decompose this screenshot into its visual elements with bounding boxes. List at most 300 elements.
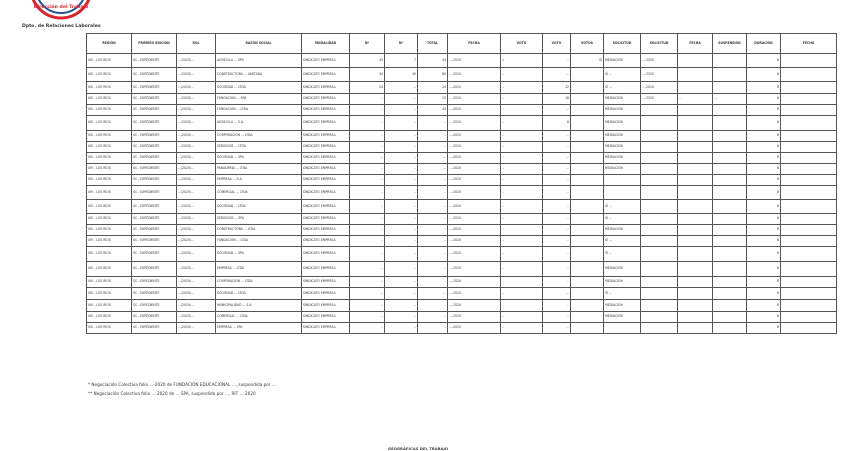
table-cell: ..	[501, 300, 543, 312]
table-cell: 8	[747, 54, 781, 68]
table-cell: .../2020/...	[177, 54, 216, 68]
table-cell: 8	[747, 277, 781, 288]
table-cell: MEDIACIÓN	[604, 105, 641, 116]
table-cell: ..	[418, 277, 448, 288]
table-cell	[571, 323, 604, 334]
table-cell: ..	[385, 225, 418, 236]
table-cell	[678, 200, 713, 214]
table-row	[87, 54, 837, 68]
table-cell: ..	[385, 131, 418, 142]
column-header: FECHA	[678, 34, 713, 54]
table-cell: ..	[543, 236, 571, 247]
table-cell: SINDICATO EMPRESA	[302, 142, 350, 153]
table-cell: SINDICATO EMPRESA	[302, 68, 350, 82]
table-cell	[678, 105, 713, 116]
table-cell: SC - EXPEDIENTE	[132, 116, 177, 131]
table-cell: SINDICATO EMPRESA	[302, 323, 350, 334]
table-cell: CORPORACIÓN ... LTDA	[216, 277, 302, 288]
table-cell	[713, 323, 747, 334]
table-cell	[678, 323, 713, 334]
table-cell: ..	[350, 323, 385, 334]
table-cell	[713, 68, 747, 82]
table-cell: ..	[418, 214, 448, 225]
column-header: VOTO	[501, 34, 543, 54]
table-cell	[641, 116, 678, 131]
table-cell: 12	[543, 82, 571, 94]
table-cell: ..	[418, 262, 448, 277]
table-cell	[781, 288, 837, 300]
table-cell	[781, 312, 837, 323]
table-cell: ..	[385, 247, 418, 262]
table-cell: ...-2020	[448, 312, 501, 323]
table-cell: ..	[418, 200, 448, 214]
table-cell	[678, 54, 713, 68]
table-cell: ...	[418, 153, 448, 164]
table-cell: COMERCIAL ... LTDA	[216, 312, 302, 323]
table-cell	[641, 300, 678, 312]
table-cell: ..	[501, 164, 543, 175]
footnote-2: ** Negociación Colectiva folio ...-2020 de ... SPA, suspendida por ..., RIT ...-2020	[88, 391, 256, 396]
table-cell	[641, 288, 678, 300]
table-row	[87, 131, 837, 142]
table-cell	[678, 247, 713, 262]
table-cell	[571, 131, 604, 142]
table-cell	[713, 164, 747, 175]
table-row	[87, 262, 837, 277]
table-cell: ..	[385, 105, 418, 116]
table-cell: 8	[747, 300, 781, 312]
table-cell: SC - EXPEDIENTE	[132, 186, 177, 200]
table-cell: ..	[543, 247, 571, 262]
table-cell: XIV - LOS RÍOS	[87, 82, 132, 94]
table-cell: ...-2020	[448, 262, 501, 277]
table-cell: AGRÍCOLA ... S.A.	[216, 116, 302, 131]
table-cell: .../2020/...	[177, 131, 216, 142]
table-cell: EMPRESA ... LTDA	[216, 262, 302, 277]
table-cell	[781, 175, 837, 186]
table-cell: SOCIEDAD ... SPA	[216, 247, 302, 262]
table-row	[87, 94, 837, 105]
table-cell	[641, 323, 678, 334]
table-cell: SC - EXPEDIENTE	[132, 288, 177, 300]
table-cell: 45	[385, 68, 418, 82]
table-row	[87, 323, 837, 334]
table-cell: SC - EXPEDIENTE	[132, 142, 177, 153]
table-cell: SINDICATO EMPRESA	[302, 312, 350, 323]
table-cell: XIV - LOS RÍOS	[87, 225, 132, 236]
table-cell	[678, 153, 713, 164]
table-cell	[781, 236, 837, 247]
direccion-del-trabajo-logo	[28, 0, 94, 22]
table-cell	[641, 164, 678, 175]
table-cell: SC - EXPEDIENTE	[132, 247, 177, 262]
table-cell: 8	[747, 225, 781, 236]
table-cell: ..	[501, 186, 543, 200]
table-cell: SÍ ...	[604, 200, 641, 214]
table-cell: ...	[543, 288, 571, 300]
table-cell	[641, 175, 678, 186]
table-cell: XIV - LOS RÍOS	[87, 312, 132, 323]
table-cell: ...	[385, 288, 418, 300]
table-cell: ..	[350, 142, 385, 153]
table-cell: ...-2020	[448, 94, 501, 105]
table-cell: ...	[543, 105, 571, 116]
column-header: FECHA	[448, 34, 501, 54]
table-cell: PANADERÍA ... LTDA	[216, 164, 302, 175]
table-cell: ..	[385, 312, 418, 323]
table-cell: ...-2020	[448, 247, 501, 262]
table-cell	[571, 153, 604, 164]
table-cell	[678, 225, 713, 236]
table-cell: MEDIACIÓN	[604, 116, 641, 131]
table-cell: ...	[543, 68, 571, 82]
table-cell: 8	[747, 82, 781, 94]
table-cell	[678, 142, 713, 153]
table-cell: ...-2020	[448, 300, 501, 312]
table-cell	[713, 214, 747, 225]
table-cell: ..	[385, 186, 418, 200]
table-cell: MEDIACIÓN	[604, 94, 641, 105]
table-row	[87, 68, 837, 82]
table-cell: .../2020/...	[177, 236, 216, 247]
table-cell: SÍ ...	[604, 214, 641, 225]
table-cell: ...-2020	[641, 54, 678, 68]
table-cell: SINDICATO EMPRESA	[302, 300, 350, 312]
table-row	[87, 214, 837, 225]
table-cell	[713, 54, 747, 68]
table-cell: SINDICATO EMPRESA	[302, 164, 350, 175]
table-cell	[678, 236, 713, 247]
table-cell: 8	[747, 200, 781, 214]
table-cell	[781, 142, 837, 153]
table-cell: XIV - LOS RÍOS	[87, 68, 132, 82]
table-cell: SC - EXPEDIENTE	[132, 323, 177, 334]
table-cell: XIV - LOS RÍOS	[87, 323, 132, 334]
table-cell: ...-2020	[641, 94, 678, 105]
table-cell	[713, 131, 747, 142]
table-cell: 1	[501, 54, 543, 68]
table-cell	[641, 277, 678, 288]
table-cell: ..	[385, 214, 418, 225]
table-row	[87, 164, 837, 175]
table-cell: XIV - LOS RÍOS	[87, 175, 132, 186]
table-cell: SINDICATO EMPRESA	[302, 288, 350, 300]
table-row	[87, 236, 837, 247]
table-cell: EMPRESA ... S.A.	[216, 175, 302, 186]
table-cell	[781, 131, 837, 142]
table-cell: XIV - LOS RÍOS	[87, 105, 132, 116]
table-cell: MUNICIPALIDAD ... S.A.	[216, 300, 302, 312]
table-row	[87, 82, 837, 94]
table-cell	[641, 153, 678, 164]
table-cell: .../2020/...	[177, 277, 216, 288]
table-cell: .../2020/...	[177, 142, 216, 153]
table-cell	[641, 312, 678, 323]
column-header: MODALIDAD	[302, 34, 350, 54]
table-cell: ...-2020	[641, 68, 678, 82]
table-cell: ..	[501, 277, 543, 288]
table-cell: .../2020/...	[177, 82, 216, 94]
table-cell: SINDICATO EMPRESA	[302, 262, 350, 277]
table-cell: ..	[543, 54, 571, 68]
table-cell: .../2020/...	[177, 105, 216, 116]
table-cell: 8	[747, 262, 781, 277]
table-cell: ..	[543, 200, 571, 214]
table-row	[87, 105, 837, 116]
table-cell: XIV - LOS RÍOS	[87, 116, 132, 131]
table-cell	[713, 116, 747, 131]
table-cell: ...-2020	[448, 236, 501, 247]
table-cell: 34	[350, 68, 385, 82]
table-cell: ..	[350, 186, 385, 200]
table-cell: MEDIACIÓN	[604, 225, 641, 236]
table-cell: ..	[350, 105, 385, 116]
table-cell: XIV - LOS RÍOS	[87, 94, 132, 105]
table-cell: 8	[747, 288, 781, 300]
table-cell: .../2020/...	[177, 262, 216, 277]
table-cell	[781, 323, 837, 334]
table-cell	[781, 262, 837, 277]
table-cell: SC - EXPEDIENTE	[132, 82, 177, 94]
table-cell: 8	[747, 186, 781, 200]
table-cell: ..	[385, 236, 418, 247]
table-cell: ..	[501, 225, 543, 236]
table-cell	[713, 236, 747, 247]
column-header: SUSPENSIÓN	[713, 34, 747, 54]
table-cell: SINDICATO EMPRESA	[302, 82, 350, 94]
table-cell	[571, 247, 604, 262]
table-cell: SINDICATO EMPRESA	[302, 105, 350, 116]
table-cell: ..	[385, 300, 418, 312]
table-cell: SC - EXPEDIENTE	[132, 300, 177, 312]
column-header: REGIÓN	[87, 34, 132, 54]
table-cell: .../2020/...	[177, 153, 216, 164]
table-cell	[678, 164, 713, 175]
table-cell: ...-2020	[448, 54, 501, 68]
table-cell: ..	[501, 262, 543, 277]
table-cell: ..	[385, 153, 418, 164]
table-cell: FUNDACIÓN ... LTDA	[216, 105, 302, 116]
table-row	[87, 200, 837, 214]
table-cell	[678, 288, 713, 300]
column-header: ROL	[177, 34, 216, 54]
table-cell: 43	[350, 54, 385, 68]
table-row	[87, 175, 837, 186]
table-cell: ..	[543, 262, 571, 277]
table-cell: 8	[747, 247, 781, 262]
table-cell	[571, 68, 604, 82]
table-cell: SOCIEDAD ... SPA	[216, 153, 302, 164]
table-cell	[713, 186, 747, 200]
table-cell: SERVICIOS ... LTDA	[216, 142, 302, 153]
table-cell	[571, 288, 604, 300]
table-cell: SC - EXPEDIENTE	[132, 262, 177, 277]
table-cell	[781, 200, 837, 214]
table-cell: ...-2020	[448, 68, 501, 82]
table-cell	[678, 277, 713, 288]
table-cell	[571, 262, 604, 277]
table-cell: SC - EXPEDIENTE	[132, 105, 177, 116]
table-cell: .../2020/...	[177, 323, 216, 334]
table-cell: CORPORACIÓN ... LTDA	[216, 131, 302, 142]
table-cell: ..	[501, 247, 543, 262]
table-cell: ..	[418, 247, 448, 262]
table-cell: ..	[385, 164, 418, 175]
table-cell: ..	[543, 323, 571, 334]
table-cell: ...-2020	[448, 175, 501, 186]
table-cell: FUNDACIÓN ... SPA	[216, 94, 302, 105]
table-cell	[781, 225, 837, 236]
table-cell	[781, 82, 837, 94]
table-cell: ..	[350, 247, 385, 262]
table-header	[87, 34, 837, 54]
table-cell: SC - EXPEDIENTE	[132, 175, 177, 186]
table-row	[87, 300, 837, 312]
column-header: FECHA	[781, 34, 837, 54]
table-cell: 8	[543, 116, 571, 131]
table-cell: 8	[747, 175, 781, 186]
table-cell: ...-2020	[448, 200, 501, 214]
table-cell: XIV - LOS RÍOS	[87, 262, 132, 277]
table-cell: .../2020/...	[177, 186, 216, 200]
table-cell: XIV - LOS RÍOS	[87, 288, 132, 300]
table-cell	[678, 300, 713, 312]
table-row	[87, 153, 837, 164]
table-cell	[713, 312, 747, 323]
table-cell: 8	[747, 68, 781, 82]
table-cell: XIV - LOS RÍOS	[87, 131, 132, 142]
table-cell	[713, 247, 747, 262]
table-cell: ..	[350, 200, 385, 214]
table-cell: .../2020/...	[177, 247, 216, 262]
table-cell	[713, 262, 747, 277]
table-cell	[713, 277, 747, 288]
table-cell: ..	[501, 323, 543, 334]
table-cell: SOCIEDAD ... LTDA	[216, 82, 302, 94]
table-cell	[571, 164, 604, 175]
table-cell	[571, 312, 604, 323]
table-cell	[781, 94, 837, 105]
table-cell: ..	[350, 175, 385, 186]
table-cell: 8	[747, 214, 781, 225]
table-cell: .../2020/...	[177, 200, 216, 214]
table-cell: ..	[501, 82, 543, 94]
table-cell	[571, 236, 604, 247]
table-cell: 44	[418, 54, 448, 68]
table-cell	[678, 175, 713, 186]
table-cell: ..	[543, 131, 571, 142]
table-cell: MEDIACIÓN	[604, 262, 641, 277]
column-header: PRIMERO EDICIÓN	[132, 34, 177, 54]
table-cell: 8	[747, 131, 781, 142]
table-cell: SINDICATO EMPRESA	[302, 116, 350, 131]
table-cell: MEDIACIÓN	[604, 300, 641, 312]
table-cell: ..	[501, 312, 543, 323]
table-cell	[604, 323, 641, 334]
table-cell: 8	[747, 164, 781, 175]
table-cell	[713, 288, 747, 300]
table-row	[87, 186, 837, 200]
table-cell: 7	[385, 54, 418, 68]
table-cell	[571, 300, 604, 312]
table-cell: ..	[678, 94, 713, 105]
table-cell	[781, 186, 837, 200]
table-cell: ..	[350, 312, 385, 323]
table-cell: 8	[747, 323, 781, 334]
table-cell	[641, 200, 678, 214]
table-cell: SINDICATO EMPRESA	[302, 153, 350, 164]
table-cell: 8	[747, 153, 781, 164]
table-cell: ..	[418, 186, 448, 200]
table-row	[87, 277, 837, 288]
table-cell: AGRÍCOLA ... SPA	[216, 54, 302, 68]
table-cell	[781, 247, 837, 262]
table-cell: .../2020/...	[177, 312, 216, 323]
table-cell: SOCIEDAD ... LTDA	[216, 200, 302, 214]
table-cell: 24	[418, 82, 448, 94]
table-cell: ...-2020	[448, 164, 501, 175]
table-cell: ..	[418, 236, 448, 247]
table-cell: ..	[350, 164, 385, 175]
table-cell	[781, 164, 837, 175]
table-cell	[571, 105, 604, 116]
column-header: TOTAL	[418, 34, 448, 54]
table-row	[87, 247, 837, 262]
table-cell: ..	[418, 323, 448, 334]
table-cell	[604, 175, 641, 186]
table-cell: ..	[350, 277, 385, 288]
table-cell: ..	[501, 175, 543, 186]
column-header: RAZÓN SOCIAL	[216, 34, 302, 54]
table-cell: ..	[418, 312, 448, 323]
table-cell: ..	[501, 214, 543, 225]
table-cell: .../2020/...	[177, 94, 216, 105]
table-cell: MEDIACIÓN	[604, 164, 641, 175]
table-cell	[781, 105, 837, 116]
table-cell	[713, 300, 747, 312]
table-cell	[713, 142, 747, 153]
table-cell: ..	[543, 277, 571, 288]
table-cell: XIV - LOS RÍOS	[87, 277, 132, 288]
table-cell: SC - EXPEDIENTE	[132, 236, 177, 247]
table-cell: SC - EXPEDIENTE	[132, 164, 177, 175]
table-cell: ..	[385, 200, 418, 214]
table-cell: ..	[418, 142, 448, 153]
table-cell: SINDICATO EMPRESA	[302, 186, 350, 200]
table-cell: SINDICATO EMPRESA	[302, 131, 350, 142]
table-cell: ...-2020	[448, 116, 501, 131]
table-cell	[641, 236, 678, 247]
table-cell: COMERCIAL ... LTDA	[216, 186, 302, 200]
table-cell: SÍ ...	[604, 247, 641, 262]
table-cell	[641, 105, 678, 116]
table-cell	[781, 300, 837, 312]
table-cell	[678, 82, 713, 94]
table-cell: SÍ	[571, 54, 604, 68]
table-cell	[713, 153, 747, 164]
table-cell	[641, 214, 678, 225]
table-cell: SC - EXPEDIENTE	[132, 225, 177, 236]
table-cell: .../2020/...	[177, 116, 216, 131]
table-cell: SINDICATO EMPRESA	[302, 175, 350, 186]
table-cell: SINDICATO EMPRESA	[302, 277, 350, 288]
table-cell: XIV - LOS RÍOS	[87, 200, 132, 214]
table-cell: ...-2020	[448, 225, 501, 236]
table-cell: SC - EXPEDIENTE	[132, 54, 177, 68]
table-cell: CONSTRUCTORA ... LTDA	[216, 225, 302, 236]
table-cell: ...-2020	[448, 323, 501, 334]
table-cell: .../2020/...	[177, 288, 216, 300]
